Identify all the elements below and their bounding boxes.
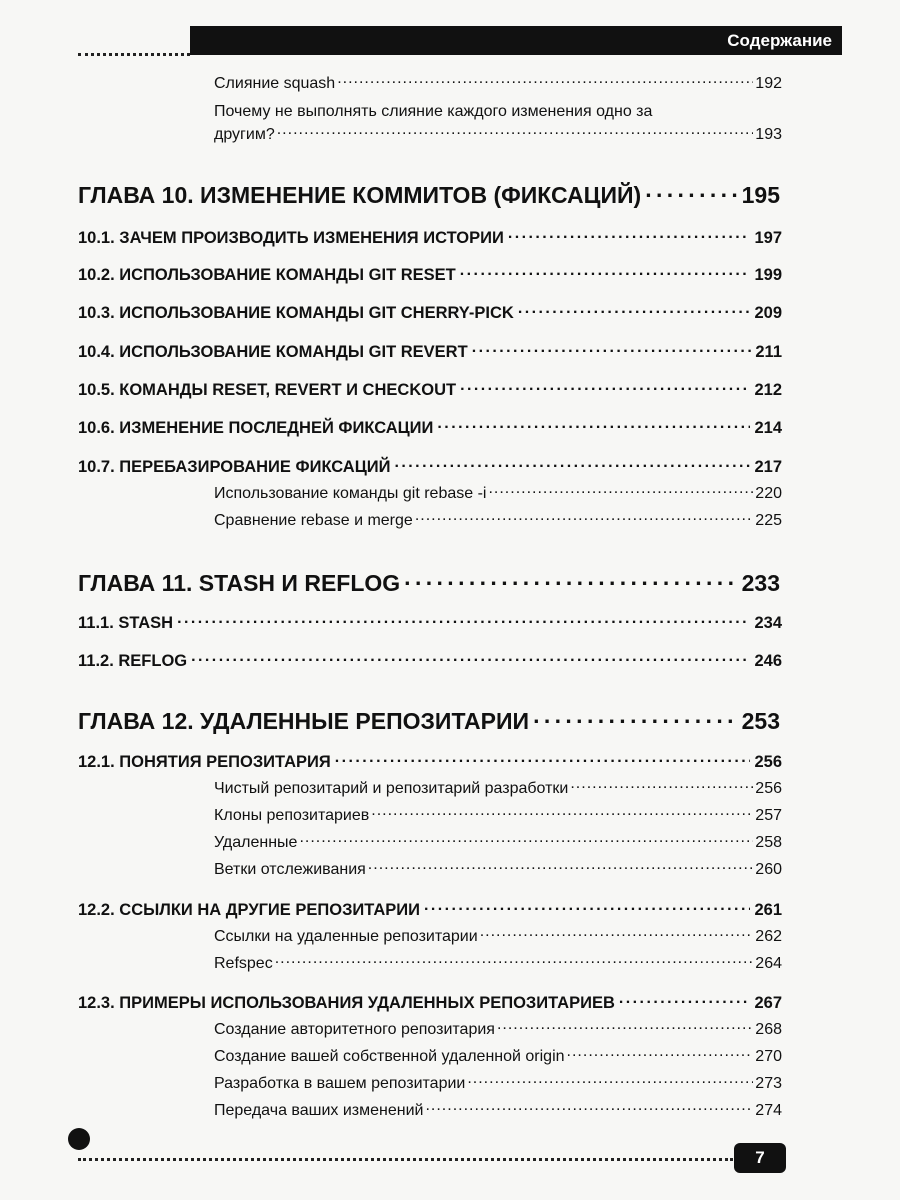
leader-dots <box>508 228 751 243</box>
toc-subentry-page: 262 <box>755 928 782 946</box>
leader-dots <box>191 651 750 666</box>
toc-subentry[interactable] <box>214 860 782 879</box>
toc-subentry-title: Создание вашей собственной удаленной origin <box>214 1048 565 1066</box>
toc-section-title: 12.1. ПОНЯТИЯ РЕПОЗИТАРИЯ <box>78 752 331 771</box>
leader-dots <box>472 342 752 357</box>
toc-entry[interactable] <box>214 103 782 144</box>
toc-subentry-title: Ветки отслеживания <box>214 861 366 879</box>
page-number-value: 7 <box>755 1148 765 1167</box>
toc-section-page: 214 <box>754 418 782 437</box>
toc-chapter-title: ГЛАВА 10. ИЗМЕНЕНИЕ КОММИТОВ (ФИКСАЦИЙ) <box>78 182 642 208</box>
toc-entry-page: 192 <box>755 75 782 93</box>
toc-subentry[interactable] <box>214 927 782 946</box>
toc-subentry-title: Refspec <box>214 955 273 973</box>
leader-dots <box>424 900 751 915</box>
toc-subentry-page: 270 <box>755 1048 782 1066</box>
toc-section-title: 10.7. ПЕРЕБАЗИРОВАНИЕ ФИКСАЦИЙ <box>78 457 391 476</box>
toc-entry-title: Слияние squash <box>214 75 336 93</box>
toc-section[interactable] <box>78 900 782 920</box>
toc-subentry[interactable] <box>214 779 782 798</box>
toc-subentry-title: Клоны репозитариев <box>214 807 370 825</box>
toc-chapter-10[interactable] <box>78 182 780 209</box>
leader-dots <box>425 1101 753 1115</box>
leader-dots <box>177 613 750 628</box>
toc-subentry-page: 274 <box>755 1102 782 1120</box>
toc-section-page: 199 <box>754 265 782 284</box>
toc-section-title: 10.3. ИСПОЛЬЗОВАНИЕ КОМАНДЫ GIT CHERRY-PICK <box>78 303 514 322</box>
toc-subentry-page: 258 <box>755 834 782 852</box>
toc-subentry-title: Ссылки на удаленные репозитарии <box>214 928 478 946</box>
toc-subentry-title: Удаленные <box>214 834 298 852</box>
toc-subentry-title: Разработка в вашем репозитарии <box>214 1075 466 1093</box>
toc-subentry[interactable] <box>214 954 782 973</box>
running-header-title: Содержание <box>727 31 832 50</box>
leader-dots <box>460 265 751 280</box>
toc-section-page: 246 <box>754 651 782 670</box>
leader-dots <box>437 418 750 433</box>
leader-dots <box>567 1047 754 1061</box>
toc-subentry-title: Чистый репозитарий и репозитарий разработки <box>214 780 569 798</box>
toc-section-page: 209 <box>754 303 782 322</box>
toc-section-page: 234 <box>754 613 782 632</box>
leader-dots <box>488 484 753 498</box>
toc-section-title: 10.2. ИСПОЛЬЗОВАНИЕ КОМАНДЫ GIT RESET <box>78 265 456 284</box>
toc-section[interactable] <box>78 418 782 438</box>
leader-dots <box>277 125 754 139</box>
leader-dots <box>570 779 753 793</box>
leader-dots <box>368 860 754 874</box>
toc-subentry[interactable] <box>214 1074 782 1093</box>
toc-subentry[interactable] <box>214 806 782 825</box>
toc-section-page: 217 <box>754 457 782 476</box>
leader-dots <box>619 993 751 1008</box>
page-number <box>734 1143 786 1173</box>
toc-subentry-page: 273 <box>755 1075 782 1093</box>
toc-section-title: 10.6. ИЗМЕНЕНИЕ ПОСЛЕДНЕЙ ФИКСАЦИИ <box>78 418 434 437</box>
leader-dots <box>518 303 751 318</box>
toc-section[interactable] <box>78 651 782 671</box>
toc-section-title: 11.2. REFLOG <box>78 651 188 670</box>
leader-dots <box>480 927 754 941</box>
toc-section[interactable] <box>78 752 782 772</box>
toc-entry-title-cont: другим? <box>214 126 275 144</box>
toc-section-title: 10.4. ИСПОЛЬЗОВАНИЕ КОМАНДЫ GIT REVERT <box>78 342 468 361</box>
toc-section[interactable] <box>78 265 782 285</box>
leader-dots <box>335 752 751 767</box>
leader-dots <box>371 806 753 820</box>
leader-dots <box>467 1074 753 1088</box>
toc-chapter-page: 233 <box>741 570 780 596</box>
toc-entry-title: Почему не выполнять слияние каждого изменения одно за <box>214 103 653 120</box>
toc-subentry[interactable] <box>214 511 782 530</box>
toc-subentry-title: Создание авторитетного репозитария <box>214 1021 495 1039</box>
toc-section-title: 10.1. ЗАЧЕМ ПРОИЗВОДИТЬ ИЗМЕНЕНИЯ ИСТОРИИ <box>78 228 504 247</box>
toc-subentry-title: Передача ваших изменений <box>214 1102 424 1120</box>
toc-section-page: 256 <box>754 752 782 771</box>
leader-dots <box>299 833 753 847</box>
toc-section-title: 10.5. КОМАНДЫ RESET, REVERT И CHECKOUT <box>78 380 457 399</box>
toc-subentry[interactable] <box>214 484 782 503</box>
toc-subentry-page: 260 <box>755 861 782 879</box>
toc-subentry-title: Использование команды git rebase -i <box>214 485 487 503</box>
toc-section[interactable] <box>78 303 782 323</box>
toc-subentry-page: 220 <box>755 485 782 503</box>
toc-subentry-page: 268 <box>755 1021 782 1039</box>
leader-dots <box>395 457 751 472</box>
toc-chapter-page: 253 <box>741 708 780 734</box>
toc-subentry-title: Сравнение rebase и merge <box>214 512 413 530</box>
toc-subentry[interactable] <box>214 1047 782 1066</box>
leader-dots <box>337 74 753 88</box>
toc-section-page: 211 <box>755 342 782 361</box>
bullet-dot-icon <box>68 1128 90 1150</box>
toc-chapter-12[interactable] <box>78 708 780 735</box>
toc-chapter-page: 195 <box>741 182 780 208</box>
leader-dots <box>645 182 737 203</box>
toc-subentry[interactable] <box>214 1101 782 1120</box>
toc-section-page: 261 <box>754 900 782 919</box>
toc-section[interactable] <box>78 228 782 248</box>
leader-dots <box>460 380 750 395</box>
toc-entry[interactable] <box>214 74 782 93</box>
toc-subentry-page: 225 <box>755 512 782 530</box>
toc-section[interactable] <box>78 342 782 362</box>
toc-section[interactable] <box>78 380 782 400</box>
toc-entry-page: 193 <box>755 126 782 144</box>
toc-section[interactable] <box>78 993 782 1013</box>
toc-subentry[interactable] <box>214 1020 782 1039</box>
toc-section-page: 197 <box>754 228 782 247</box>
leader-dots <box>404 570 737 591</box>
toc-section-page: 267 <box>754 993 782 1012</box>
toc-chapter-title: ГЛАВА 11. STASH И REFLOG <box>78 570 401 596</box>
toc-section-title: 11.1. STASH <box>78 613 174 632</box>
toc-section-page: 212 <box>754 380 782 399</box>
toc-section-title: 12.2. ССЫЛКИ НА ДРУГИЕ РЕПОЗИТАРИИ <box>78 900 420 919</box>
toc-section-title: 12.3. ПРИМЕРЫ ИСПОЛЬЗОВАНИЯ УДАЛЕННЫХ РЕПОЗИТАРИЕВ <box>78 993 615 1012</box>
toc-subentry-page: 257 <box>755 807 782 825</box>
leader-dots <box>497 1020 753 1034</box>
toc-subentry-page: 264 <box>755 955 782 973</box>
toc-section[interactable] <box>78 457 782 477</box>
toc-subentry[interactable] <box>214 833 782 852</box>
toc-section[interactable] <box>78 613 782 633</box>
footer-dotted-rule <box>78 1158 733 1161</box>
toc-chapter-title: ГЛАВА 12. УДАЛЕННЫЕ РЕПОЗИТАРИИ <box>78 708 530 734</box>
leader-dots <box>533 708 738 729</box>
leader-dots <box>275 954 754 968</box>
toc-chapter-11[interactable] <box>78 570 780 597</box>
leader-dots <box>415 511 753 525</box>
toc-subentry-page: 256 <box>755 780 782 798</box>
